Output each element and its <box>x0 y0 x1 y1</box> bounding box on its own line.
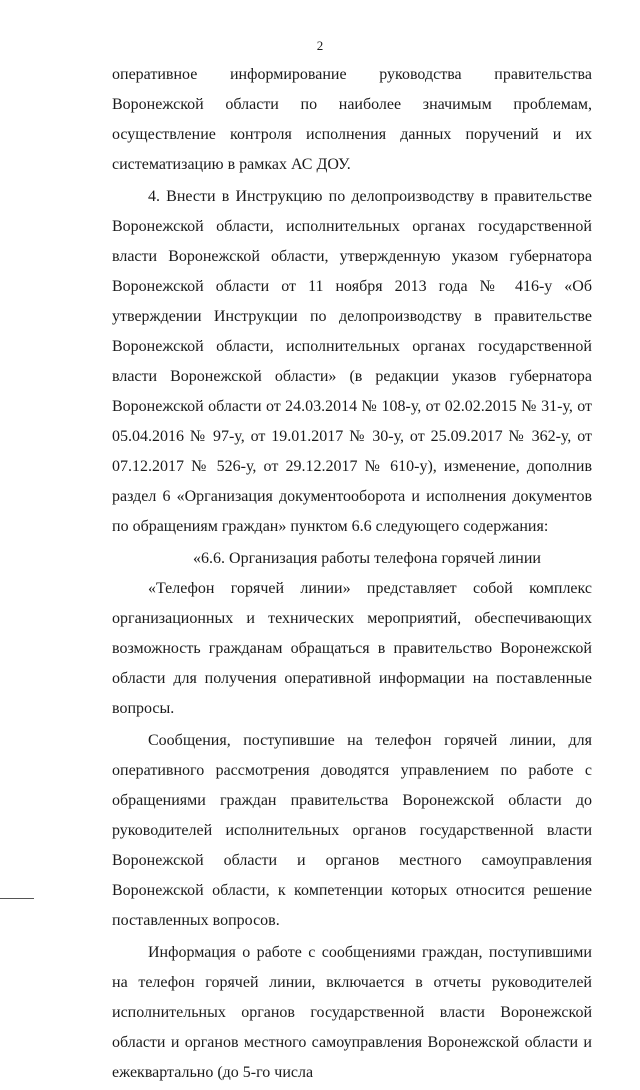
document-body <box>112 60 592 1090</box>
footer-rule <box>0 898 34 899</box>
paragraph-monitoring: оперативное информирование руководства правительства Воронежской области по наиболее значимым проблемам, осуществление контроля исполнения данных поручений и их систематизацию в рамках АС ДОУ. <box>112 66 592 173</box>
paragraph-hotline-definition: «Телефон горячей линии» представляет собой комплекс организационных и технических мероприятий, обеспечивающих возможность гражданам обращаться в правительство Воронежской области для получения оперативной информации на поставленные вопросы. <box>112 580 592 717</box>
paragraph-amendment: 4. Внести в Инструкцию по делопроизводству в правительстве Воронежской области, исполнительных органах государственной власти Воронежской области, утвержденную указом губернатора Воронежской области от 11 ноября 2013 года № 416-у «Об утверждении Инструкции по делопроизводству в правительстве Воронежской области, исполнительных органах государственной власти Воронежской области» (в редакции указов губернатора Воронежской области от 24.03.2014 № 108-у, от 02.02.2015 № 31-у, от 05.04.2016 № 97-у, от 19.01.2017 № 30-у, от 25.09.2017 № 362-у, от 07.12.2017 № 526-у, от 29.12.2017 № 610-у), изменение, дополнив раздел 6 «Организация документооборота и исполнения документов по обращениям граждан» пунктом 6.6 следующего содержания: <box>112 188 592 535</box>
page-number: 2 <box>316 38 324 53</box>
paragraph-messages: Сообщения, поступившие на телефон горячей линии, для оперативного рассмотрения доводятся управлением по работе с обращениями граждан правительства Воронежской области до руководителей исполнительных органов государственной власти Воронежской области и органов местного самоуправления Воронежской области, к компетенции которых относится решение поставленных вопросов. <box>112 732 592 929</box>
section-heading: «6.6. Организация работы телефона горячей линии <box>193 550 541 567</box>
paragraph-reporting: Информация о работе с сообщениями граждан, поступившими на телефон горячей линии, включается в отчеты руководителей исполнительных органов государственной власти Воронежской области и органов местного самоуправления Воронежской области и ежеквартально (до 5-го числа <box>112 944 592 1081</box>
